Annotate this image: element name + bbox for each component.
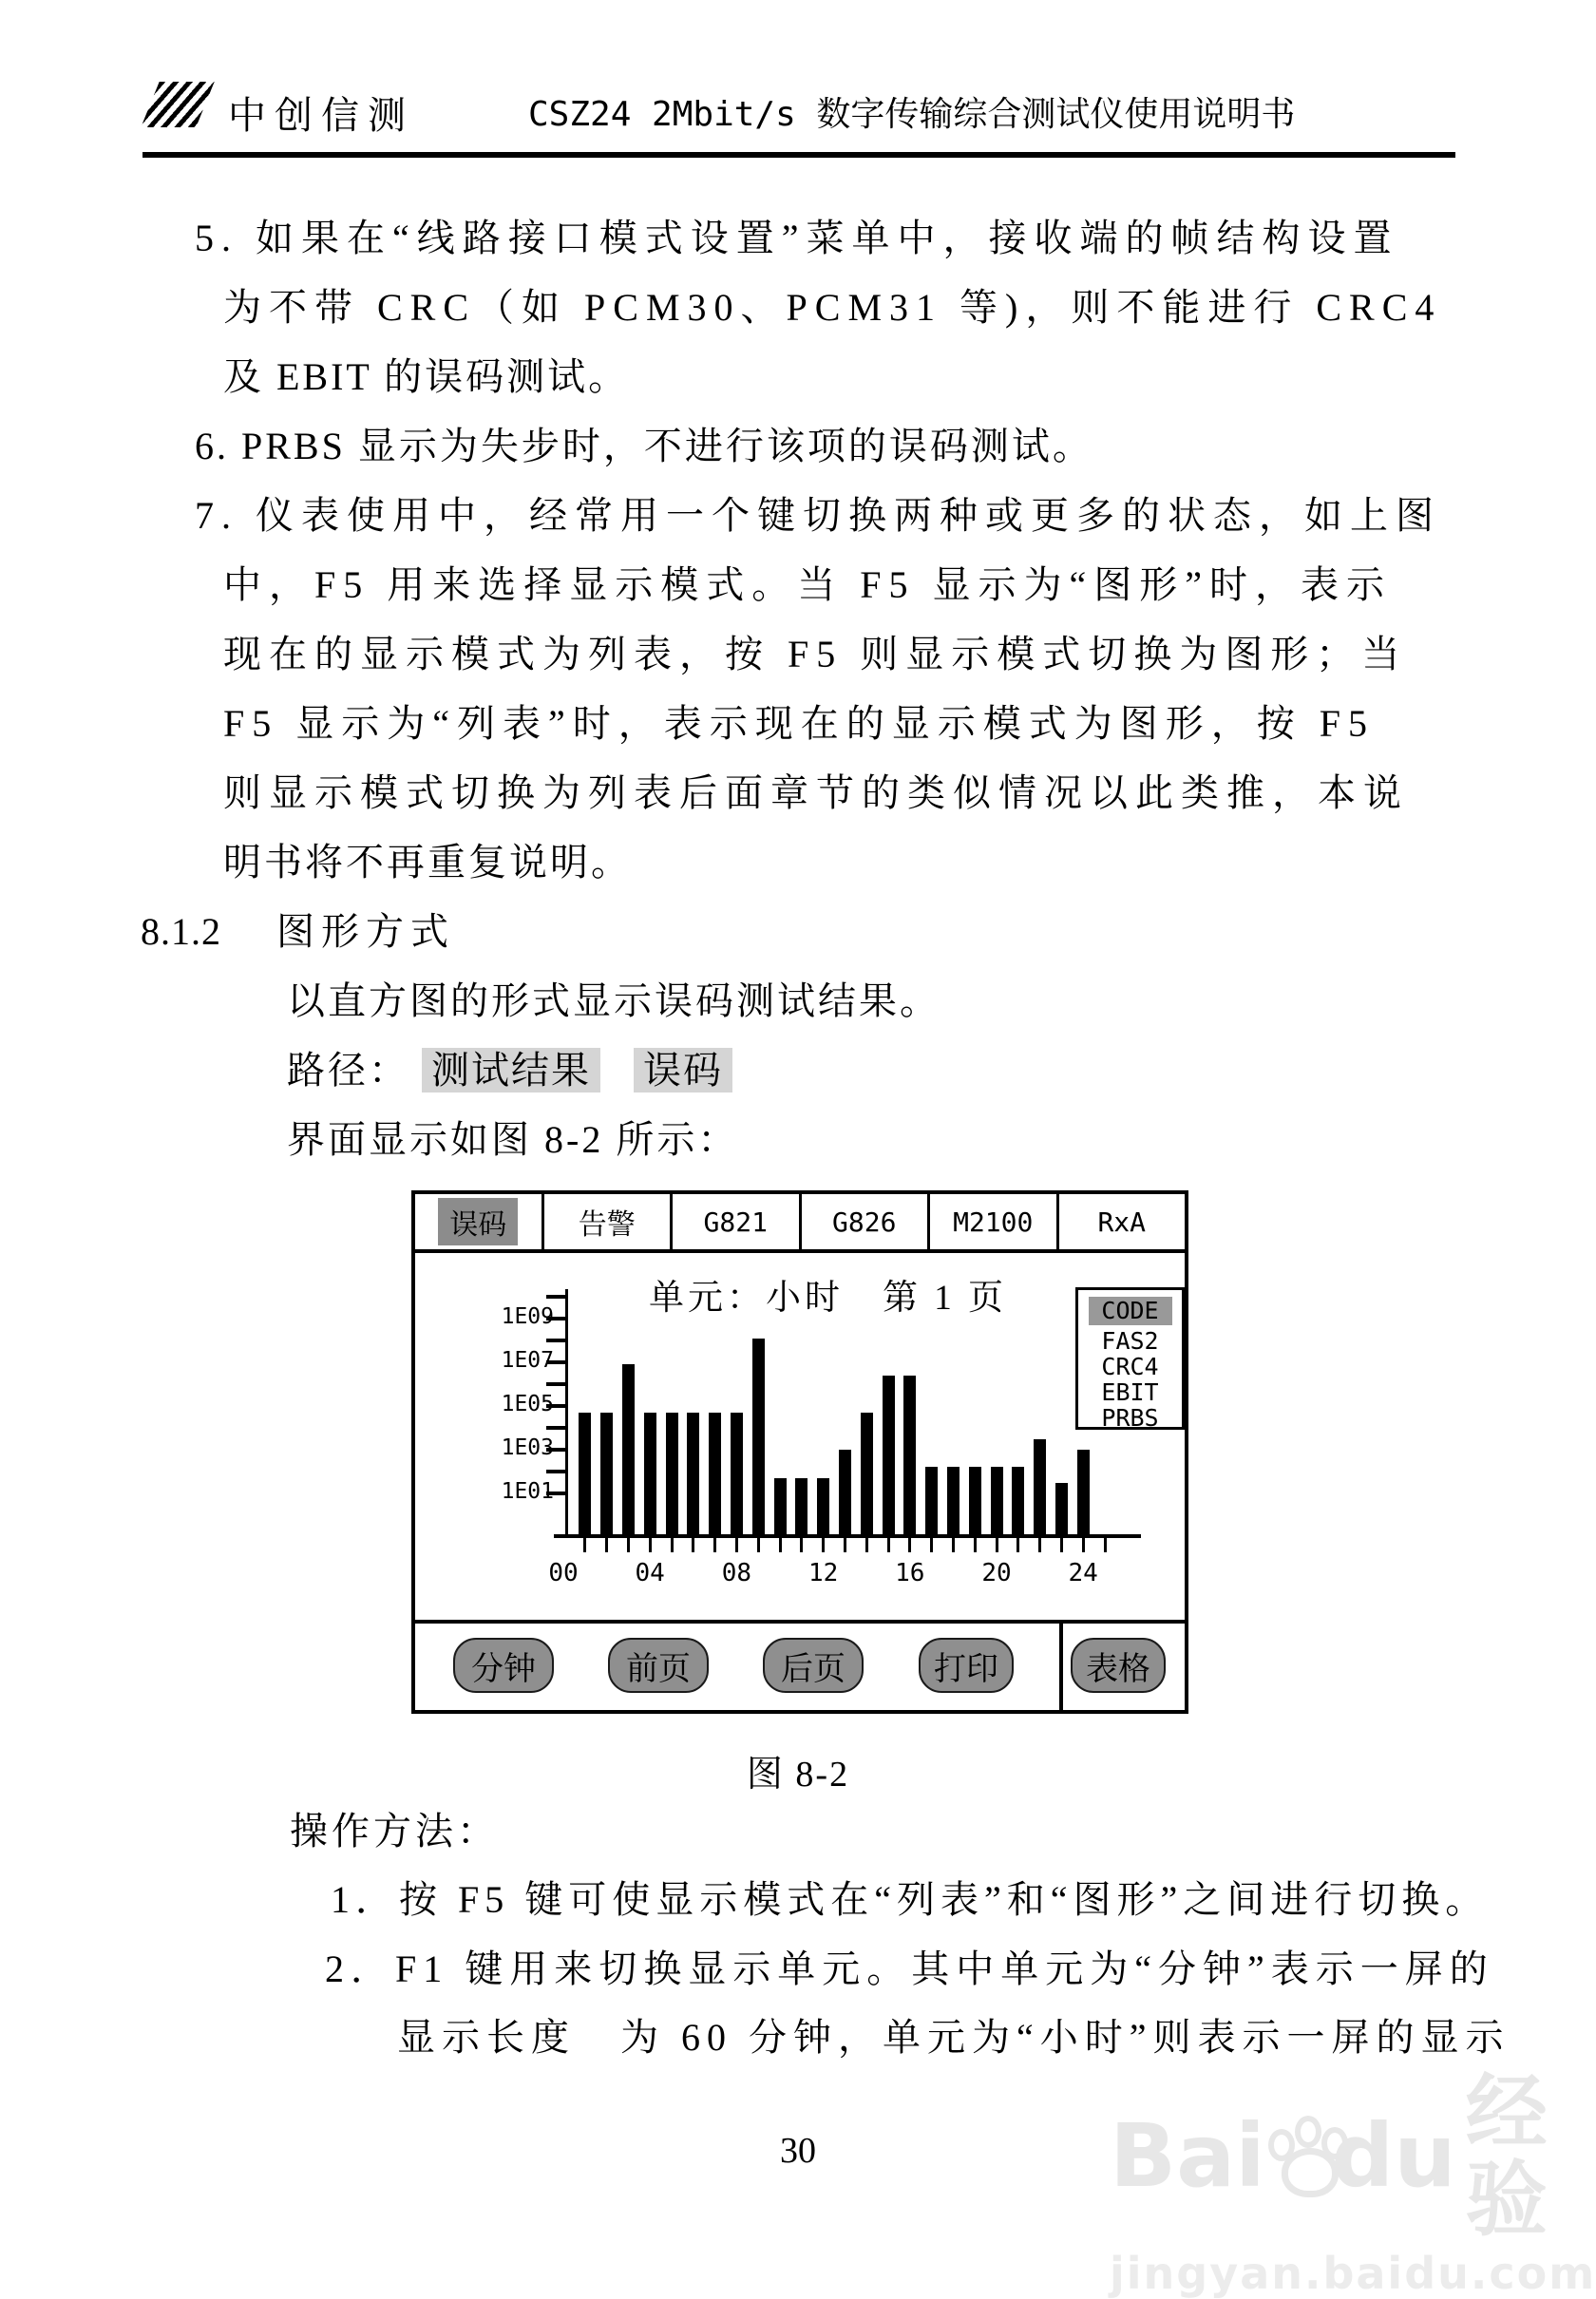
x-axis-label: 16: [895, 1559, 925, 1587]
header-rule: [142, 152, 1455, 158]
fkey-prev-page[interactable]: 前页: [608, 1638, 709, 1693]
paragraph-line: 1．按 F5 键可使显示模式在“列表”和“图形”之间进行切换。: [331, 1878, 1490, 1921]
tab-g826[interactable]: G826: [802, 1194, 931, 1249]
bar: [1034, 1439, 1046, 1535]
y-axis-label: 1E07: [501, 1348, 554, 1373]
x-axis-tick: [974, 1538, 977, 1552]
paragraph-line: 及 EBIT 的误码测试。: [223, 355, 630, 398]
bar: [839, 1450, 851, 1534]
legend-item: EBIT: [1101, 1378, 1159, 1406]
bar: [709, 1413, 721, 1534]
tab-error-code[interactable]: 误码: [415, 1194, 544, 1249]
y-axis: [565, 1289, 568, 1538]
x-axis-tick: [649, 1538, 652, 1552]
paragraph-line: 6. PRBS 显示为失步时，不进行该项的误码测试。: [195, 425, 1093, 467]
fkey-table[interactable]: 表格: [1071, 1638, 1166, 1693]
body-text: [141, 211, 1442, 1182]
x-axis: [554, 1534, 1141, 1538]
legend-item: CRC4: [1101, 1353, 1159, 1380]
watermark-brand-left: Bai: [1110, 2105, 1265, 2207]
tab-alarm[interactable]: 告警: [544, 1194, 674, 1249]
paragraph-line: 2．F1 键用来切换显示单元。其中单元为“分钟”表示一屏的: [325, 1948, 1494, 1990]
paragraph-line: 显示长度 为 60 分钟，单元为“小时”则表示一屏的显示: [397, 2016, 1510, 2059]
x-axis-tick: [844, 1538, 846, 1552]
watermark-brand-cn: 经验: [1465, 2065, 1551, 2248]
y-axis-tick: [546, 1382, 565, 1386]
bar: [666, 1413, 678, 1534]
bar: [795, 1478, 808, 1534]
x-axis-label: 24: [1068, 1559, 1098, 1587]
x-axis-tick: [692, 1538, 694, 1552]
tab-rxa[interactable]: RxA: [1097, 1206, 1147, 1238]
legend-selected-item: CODE: [1089, 1297, 1172, 1325]
bar: [579, 1413, 591, 1534]
x-axis-tick: [779, 1538, 782, 1552]
x-axis-tick: [908, 1538, 911, 1552]
y-axis-tick: [546, 1339, 565, 1342]
chart-legend: [1075, 1287, 1185, 1430]
x-axis-tick: [1060, 1538, 1063, 1552]
figure-8-2: [411, 1190, 1188, 1714]
path-chip-test-result: 测试结果: [422, 1048, 600, 1092]
fkey-next-page[interactable]: 后页: [763, 1638, 864, 1693]
paragraph-line: F5 显示为“列表”时，表示现在的显示模式为图形，按 F5: [223, 702, 1375, 745]
watermark-brand-right: du: [1331, 2105, 1456, 2207]
paragraph-line: 现在的显示模式为列表，按 F5 则显示模式切换为图形；当: [223, 633, 1408, 675]
y-axis-tick: [546, 1470, 565, 1473]
bar: [903, 1376, 916, 1534]
x-axis-label: 04: [635, 1559, 665, 1587]
bar: [861, 1413, 873, 1534]
manual-title: CSZ24 2Mbit/s 数字传输综合测试仪使用说明书: [528, 95, 1296, 134]
x-axis-tick: [887, 1538, 890, 1552]
x-axis-tick: [713, 1538, 716, 1552]
y-axis-label: 1E09: [501, 1304, 554, 1329]
bar: [925, 1467, 938, 1534]
company-logo-icon: [141, 82, 214, 127]
tab-m2100[interactable]: M2100: [930, 1194, 1059, 1249]
path-chip-error: 误码: [634, 1048, 732, 1092]
x-axis-label: 20: [981, 1559, 1012, 1587]
softkey-divider: [1059, 1624, 1063, 1710]
paragraph-line: 明书将不再重复说明。: [223, 841, 632, 884]
paragraph-line: 为不带 CRC（如 PCM30、PCM31 等)，则不能进行 CRC4: [223, 286, 1442, 329]
x-axis-label: 12: [808, 1559, 839, 1587]
x-axis-tick: [996, 1538, 998, 1552]
x-axis-tick: [1038, 1538, 1041, 1552]
x-axis-label: 08: [721, 1559, 752, 1587]
bar: [1055, 1483, 1068, 1535]
bar: [644, 1413, 656, 1534]
bar: [752, 1339, 765, 1534]
x-axis-tick: [1016, 1538, 1019, 1552]
fkey-print[interactable]: 打印: [919, 1638, 1014, 1693]
bar: [687, 1413, 699, 1534]
bar: [991, 1467, 1003, 1534]
section-heading: [141, 904, 1430, 974]
y-axis-label: 1E01: [501, 1479, 554, 1504]
legend-item: FAS2: [1101, 1327, 1159, 1355]
bar: [774, 1478, 787, 1534]
bar: [969, 1467, 981, 1534]
ops-title: 操作方法：: [290, 1810, 499, 1852]
x-axis-tick: [583, 1538, 586, 1552]
watermark: [1110, 2065, 1596, 2299]
bar: [1077, 1450, 1090, 1534]
path-label: 路径：: [287, 1049, 409, 1092]
x-axis-tick: [671, 1538, 674, 1552]
paragraph-line: 中，F5 用来选择显示模式。当 F5 显示为“图形”时，表示: [223, 563, 1392, 606]
section-number: 8.1.2: [141, 910, 221, 953]
figure-caption: 图 8-2: [746, 1755, 850, 1795]
y-axis-label: 1E03: [501, 1435, 554, 1460]
tab-g821[interactable]: G821: [673, 1194, 802, 1249]
x-axis-tick: [800, 1538, 803, 1552]
x-axis-tick: [1082, 1538, 1085, 1552]
company-name: 中创信测: [228, 94, 414, 137]
y-axis-label: 1E05: [501, 1392, 554, 1416]
bar: [1012, 1467, 1024, 1534]
watermark-url: jingyan.baidu.com: [1110, 2248, 1596, 2299]
paw-icon: [1267, 2116, 1330, 2197]
bar: [731, 1413, 743, 1534]
paragraph-line: 以直方图的形式显示误码测试结果。: [287, 979, 940, 1022]
paragraph-line: 界面显示如图 8-2 所示：: [287, 1118, 739, 1161]
section-title: 图形方式: [276, 910, 455, 953]
x-axis-tick: [822, 1538, 825, 1552]
x-axis-tick: [1104, 1538, 1107, 1552]
bar: [817, 1478, 829, 1534]
tab-bar: [415, 1194, 1185, 1253]
page-number: 30: [780, 2131, 816, 2171]
chart-title: 单元：小时 第 1 页: [649, 1279, 1007, 1318]
x-axis-tick: [952, 1538, 955, 1552]
y-axis-tick: [546, 1295, 565, 1299]
paragraph-line: 则显示模式切换为列表后面章节的类似情况以此类推，本说: [223, 771, 1409, 814]
x-axis-tick: [930, 1538, 933, 1552]
y-axis-tick: [546, 1426, 565, 1430]
menu-path-line: [195, 1043, 1430, 1112]
bar: [883, 1376, 895, 1534]
x-axis-tick: [865, 1538, 868, 1552]
paragraph-line: 5. 如果在“线路接口模式设置”菜单中，接收端的帧结构设置: [195, 217, 1399, 259]
x-axis-tick: [605, 1538, 608, 1552]
paragraph-line: 7. 仪表使用中，经常用一个键切换两种或更多的状态，如上图: [195, 494, 1441, 537]
legend-item: PRBS: [1101, 1404, 1159, 1432]
bar: [622, 1364, 635, 1534]
x-axis-tick: [627, 1538, 630, 1552]
bar: [600, 1413, 613, 1534]
x-axis-tick: [757, 1538, 760, 1552]
fkey-minute[interactable]: 分钟: [453, 1638, 554, 1693]
softkey-bar: [415, 1620, 1185, 1710]
x-axis-label: 00: [548, 1559, 579, 1587]
bar: [947, 1467, 960, 1534]
x-axis-tick: [735, 1538, 738, 1552]
chart-plot: [415, 1253, 1185, 1620]
